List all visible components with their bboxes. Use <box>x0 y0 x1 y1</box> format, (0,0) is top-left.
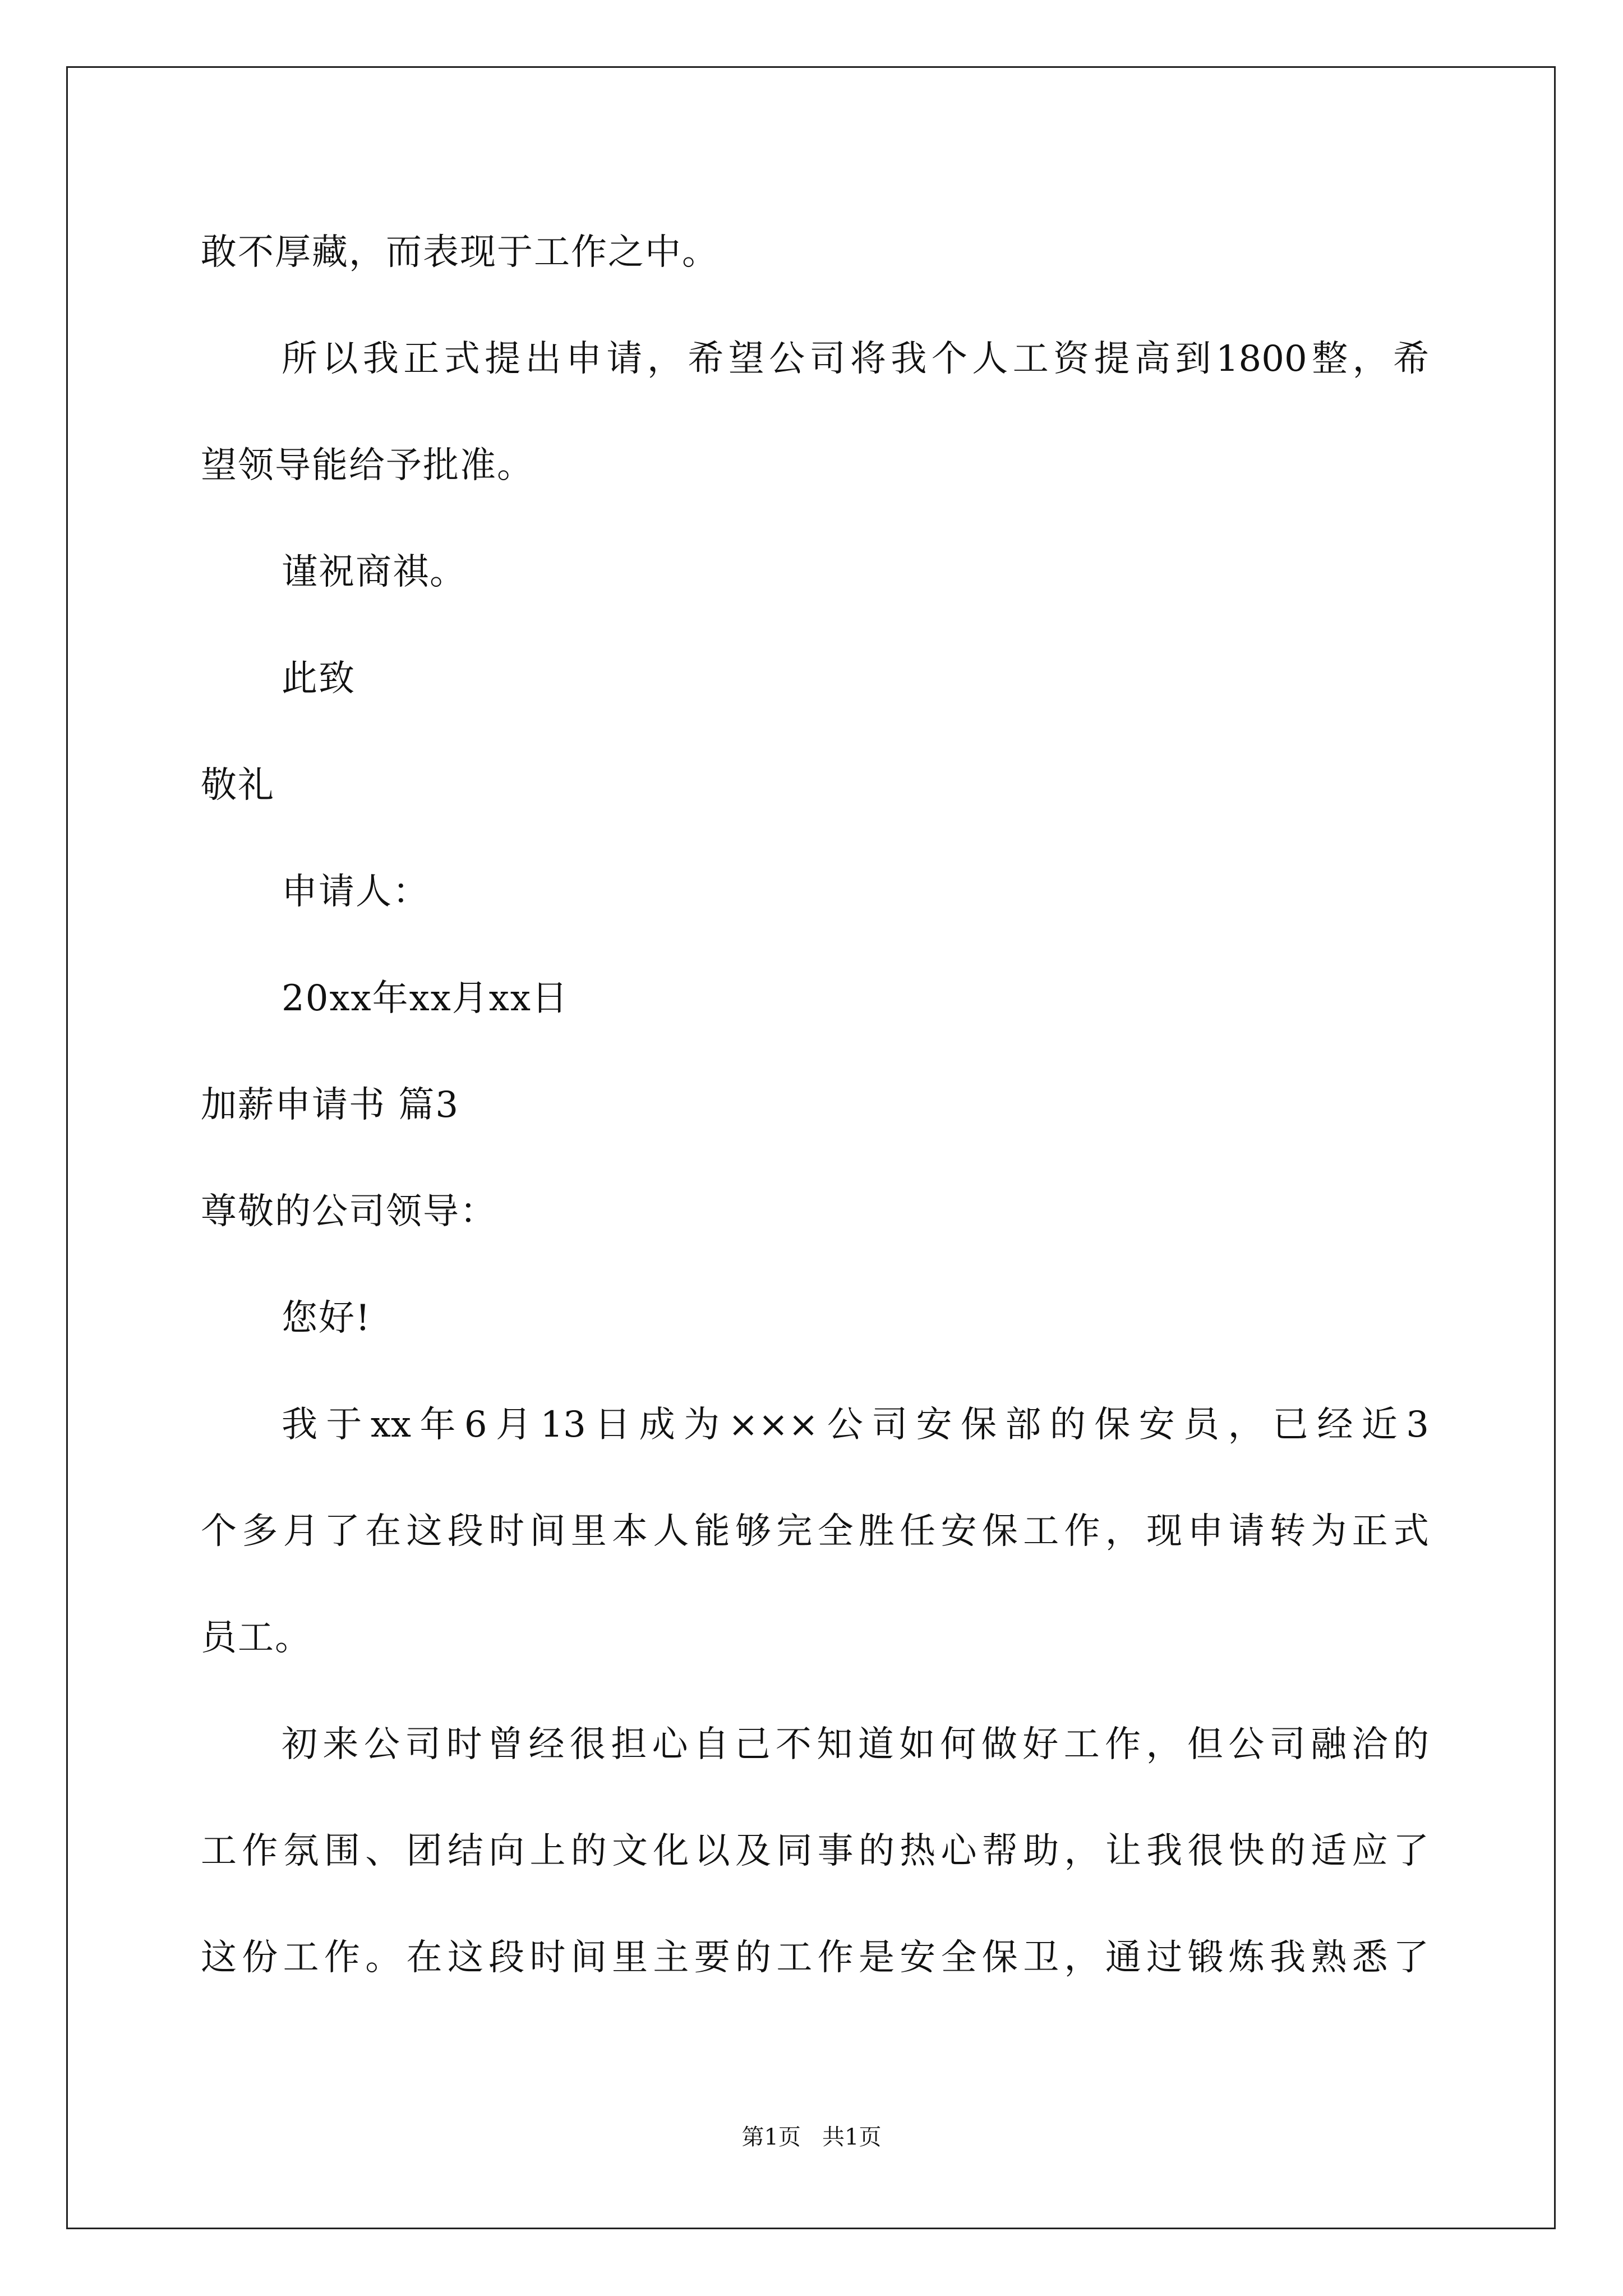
text-line: 敬礼 <box>201 765 275 806</box>
page-number: 第1页 共1页 <box>741 2124 882 2150</box>
text-line: 敢不厚藏，而表现于工作之中。 <box>201 232 719 273</box>
text-line: 个多月了在这段时间里本人能够完全胜任安保工作，现申请转为正式 <box>201 1511 1429 1552</box>
text-line: 所以我正式提出申请，希望公司将我个人工资提高到1800整，希 <box>282 338 1429 380</box>
text-line: 我于xx年6月13日成为×××公司安保部的保安员，已经近3 <box>282 1404 1429 1446</box>
text-line: 20xx年xx月xx日 <box>282 978 569 1019</box>
text-line: 初来公司时曾经很担心自己不知道如何做好工作，但公司融洽的 <box>282 1724 1429 1765</box>
page-border <box>66 66 1556 2229</box>
greeting: 您好! <box>282 1297 371 1339</box>
section-heading: 加薪申请书 篇3 <box>201 1084 460 1126</box>
text-line: 员工。 <box>201 1617 312 1659</box>
text-line: 申请人： <box>282 871 430 913</box>
text-line: 这份工作。在这段时间里主要的工作是安全保卫，通过锻炼我熟悉了 <box>201 1937 1429 1978</box>
text-line: 工作氛围、团结向上的文化以及同事的热心帮助，让我很快的适应了 <box>201 1830 1429 1872</box>
salutation: 尊敬的公司领导： <box>201 1191 497 1232</box>
text-line: 此致 <box>282 658 356 700</box>
text-line: 谨祝商祺。 <box>282 551 467 593</box>
text-line: 望领导能给予批准。 <box>201 445 534 486</box>
